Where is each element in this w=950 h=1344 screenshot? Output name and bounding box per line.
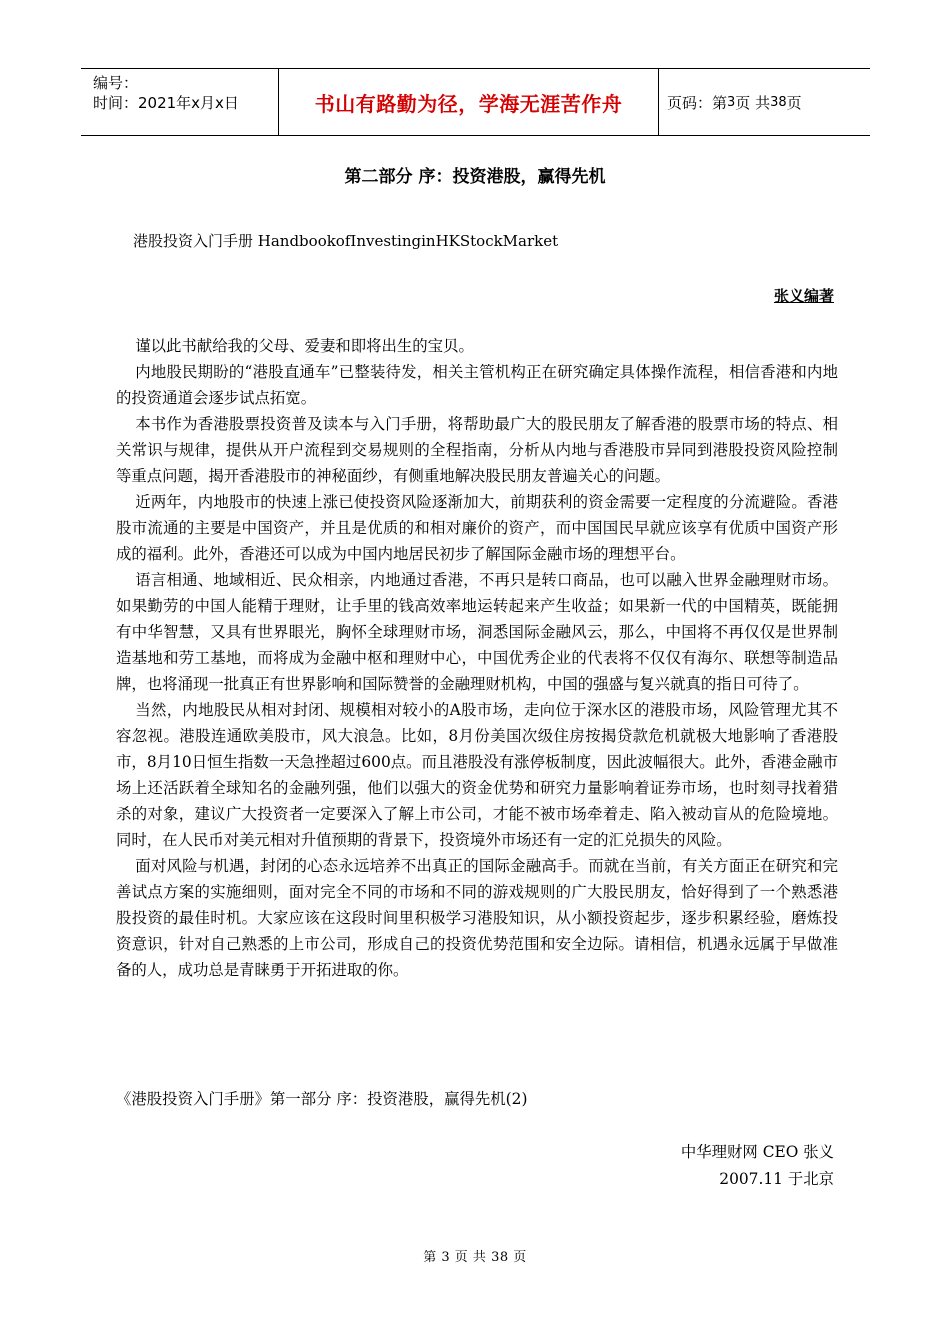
document-time-label: 时间：2021年x月x日: [93, 94, 239, 112]
page-header: [81, 68, 870, 136]
header-page-total: 38: [770, 94, 787, 110]
header-page-suffix: 页: [786, 93, 802, 112]
paragraph: 当然，内地股民从相对封闭、规模相对较小的A股市场，走向位于深水区的港股市场，风险管理尤其不容忽视。港股连通欧美股市，风大浪急。比如，8月份美国次级住房按揭贷款危机就极大地影响了香港股市，8月10日恒生指数一天急挫超过600点。而且港股没有涨停板制度，因此波幅很大。此外，香港金融市场上还活跃着全球知名的金融列强，他们以强大的资金优势和研究力量影响着证券市场，也时刻寻找着猎杀的对象，建议广大投资者一定要深入了解上市公司，才能不被市场牵着走、陷入被动盲从的危险境地。同时，在人民币对美元相对升值预期的背景下，投资境外市场还有一定的汇兑损失的风险。: [116, 701, 838, 849]
header-page-current: 3: [727, 94, 736, 110]
footer-suffix: 页: [513, 1250, 527, 1265]
signature-org: 中华理财网 CEO 张义: [680, 1143, 834, 1161]
paragraph: 近两年，内地股市的快速上涨已使投资风险逐渐加大，前期获利的资金需要一定程度的分流避险。香港股市流通的主要是中国资产，并且是优质的和相对廉价的资产，而中国国民早就应该享有优质中国资产形成的福利。此外，香港还可以成为中国内地居民初步了解国际金融市场的理想平台。: [116, 493, 838, 563]
paragraph: 本书作为香港股票投资普及读本与入门手册，将帮助最广大的股民朋友了解香港的股票市场的特点、相关常识与规律，提供从开户流程到交易规则的全程指南，分析从内地与香港股市异同到港股投资风险控制等重点问题，揭开香港股市的神秘面纱，有侧重地解决股民朋友普遍关心的问题。: [116, 415, 838, 485]
book-title: 港股投资入门手册 HandbookofInvestinginHKStockMarket: [133, 232, 559, 250]
footer-mid: 页 共: [454, 1250, 487, 1265]
paragraph: 内地股民期盼的“港股直通车”已整装待发，相关主管机构正在研究确定具体操作流程，相信香港和内地的投资通道会逐步试点拓宽。: [116, 363, 838, 407]
page-footer: [0, 1246, 950, 1265]
signature-date: 2007.11 于北京: [719, 1170, 834, 1188]
source-line: 《港股投资入门手册》第一部分 序：投资港股，赢得先机(2): [116, 1090, 528, 1108]
header-motto: 书山有路勤为径，学海无涯苦作舟: [279, 69, 659, 135]
paragraph: 语言相通、地域相近、民众相亲，内地通过香港，不再只是转口商品，也可以融入世界金融理财市场。如果勤劳的中国人能精于理财，让手里的钱高效率地运转起来产生收益；如果新一代的中国精英，既能拥有中华智慧，又具有世界眼光，胸怀全球理财市场，洞悉国际金融风云，那么，中国将不再仅仅是世界制造基地和劳工基地，而将成为金融中枢和理财中心，中国优秀企业的代表将不仅仅有海尔、联想等制造品牌，也将涌现一批真正有世界影响和国际赞誉的金融理财机构，中国的强盛与复兴就真的指日可待了。: [116, 571, 838, 693]
paragraph: 面对风险与机遇，封闭的心态永远培养不出真正的国际金融高手。而就在当前，有关方面正在研究和完善试点方案的实施细则，面对完全不同的市场和不同的游戏规则的广大股民朋友，恰好得到了一个熟悉港股投资的最佳时机。大家应该在这段时间里积极学习港股知识，从小额投资起步，逐步积累经验，磨炼投资意识，针对自己熟悉的上市公司，形成自己的投资优势范围和安全边际。请相信，机遇永远属于早做准备的人，成功总是青睐勇于开拓进取的你。: [116, 857, 838, 979]
footer-current: 3: [441, 1250, 451, 1265]
author-credit: 张义编著: [773, 287, 834, 305]
document-number-label: 编号：: [93, 74, 139, 92]
header-meta: [81, 69, 279, 135]
footer-prefix: 第: [423, 1250, 437, 1265]
body-text: [116, 333, 838, 983]
header-page-prefix: 页码：第: [667, 93, 728, 112]
header-page-mid: 页 共: [735, 93, 771, 112]
paragraph: 谨以此书献给我的父母、爱妻和即将出生的宝贝。: [135, 337, 474, 355]
section-title: 第二部分 序：投资港股，赢得先机: [344, 167, 606, 187]
footer-total: 38: [491, 1250, 509, 1265]
header-page-info: [659, 69, 870, 135]
